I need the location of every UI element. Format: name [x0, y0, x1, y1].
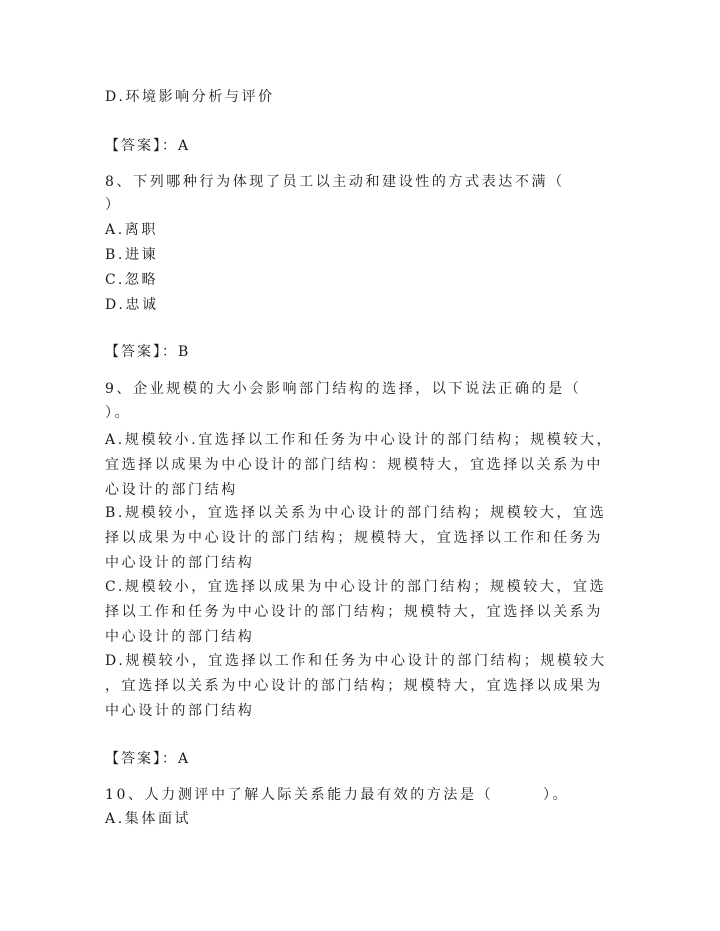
q10-stem-line1: 10、人力测评中了解人际关系能力最有效的方法是（ ）。 — [105, 787, 570, 803]
q10-option-a: A.集体面试 — [105, 811, 192, 827]
q9-option-c-line2: 择以工作和任务为中心设计的部门结构；规模特大，宜选择以关系为 — [105, 604, 603, 620]
q8-answer: 【答案】：B — [105, 344, 191, 360]
q9-option-c-line1: C.规模较小，宜选择以成果为中心设计的部门结构；规模较大，宜选 — [105, 579, 607, 595]
q8-stem-line2: ） — [105, 197, 122, 213]
q7-option-d: D.环境影响分析与评价 — [105, 89, 275, 105]
q8-option-a: A.离职 — [105, 222, 158, 238]
q9-option-b-line2: 择以成果为中心设计的部门结构；规模特大，宜选择以工作和任务为 — [105, 530, 603, 546]
q9-option-a-line2: 宜选择以成果为中心设计的部门结构：规模特大，宜选择以关系为中 — [105, 457, 603, 473]
q8-option-c: C.忽略 — [105, 272, 159, 288]
q9-stem-line1: 9、企业规模的大小会影响部门结构的选择，以下说法正确的是（ — [105, 381, 582, 397]
q8-option-d: D.忠诚 — [105, 297, 159, 313]
q9-option-b-line3: 中心设计的部门结构 — [105, 555, 255, 571]
q9-option-b-line1: B.规模较小，宜选择以关系为中心设计的部门结构；规模较大，宜选 — [105, 505, 607, 521]
q9-option-d-line2: ，宜选择以关系为中心设计的部门结构；规模特大，宜选择以成果为 — [105, 678, 603, 694]
q9-option-d-line1: D.规模较小，宜选择以工作和任务为中心设计的部门结构；规模较大 — [105, 653, 607, 669]
q8-stem-line1: 8、下列哪种行为体现了员工以主动和建设性的方式表达不满（ — [105, 174, 565, 190]
q8-option-b: B.进谏 — [105, 247, 159, 263]
q9-option-a-line1: A.规模较小.宜选择以工作和任务为中心设计的部门结构；规模较大， — [105, 432, 614, 448]
q9-answer: 【答案】：A — [105, 751, 191, 767]
q9-stem-line2: ）。 — [105, 405, 132, 421]
q9-option-a-line3: 心设计的部门结构 — [105, 482, 238, 498]
q7-answer: 【答案】：A — [105, 138, 191, 154]
q9-option-d-line3: 中心设计的部门结构 — [105, 703, 255, 719]
q9-option-c-line3: 中心设计的部门结构 — [105, 629, 255, 645]
